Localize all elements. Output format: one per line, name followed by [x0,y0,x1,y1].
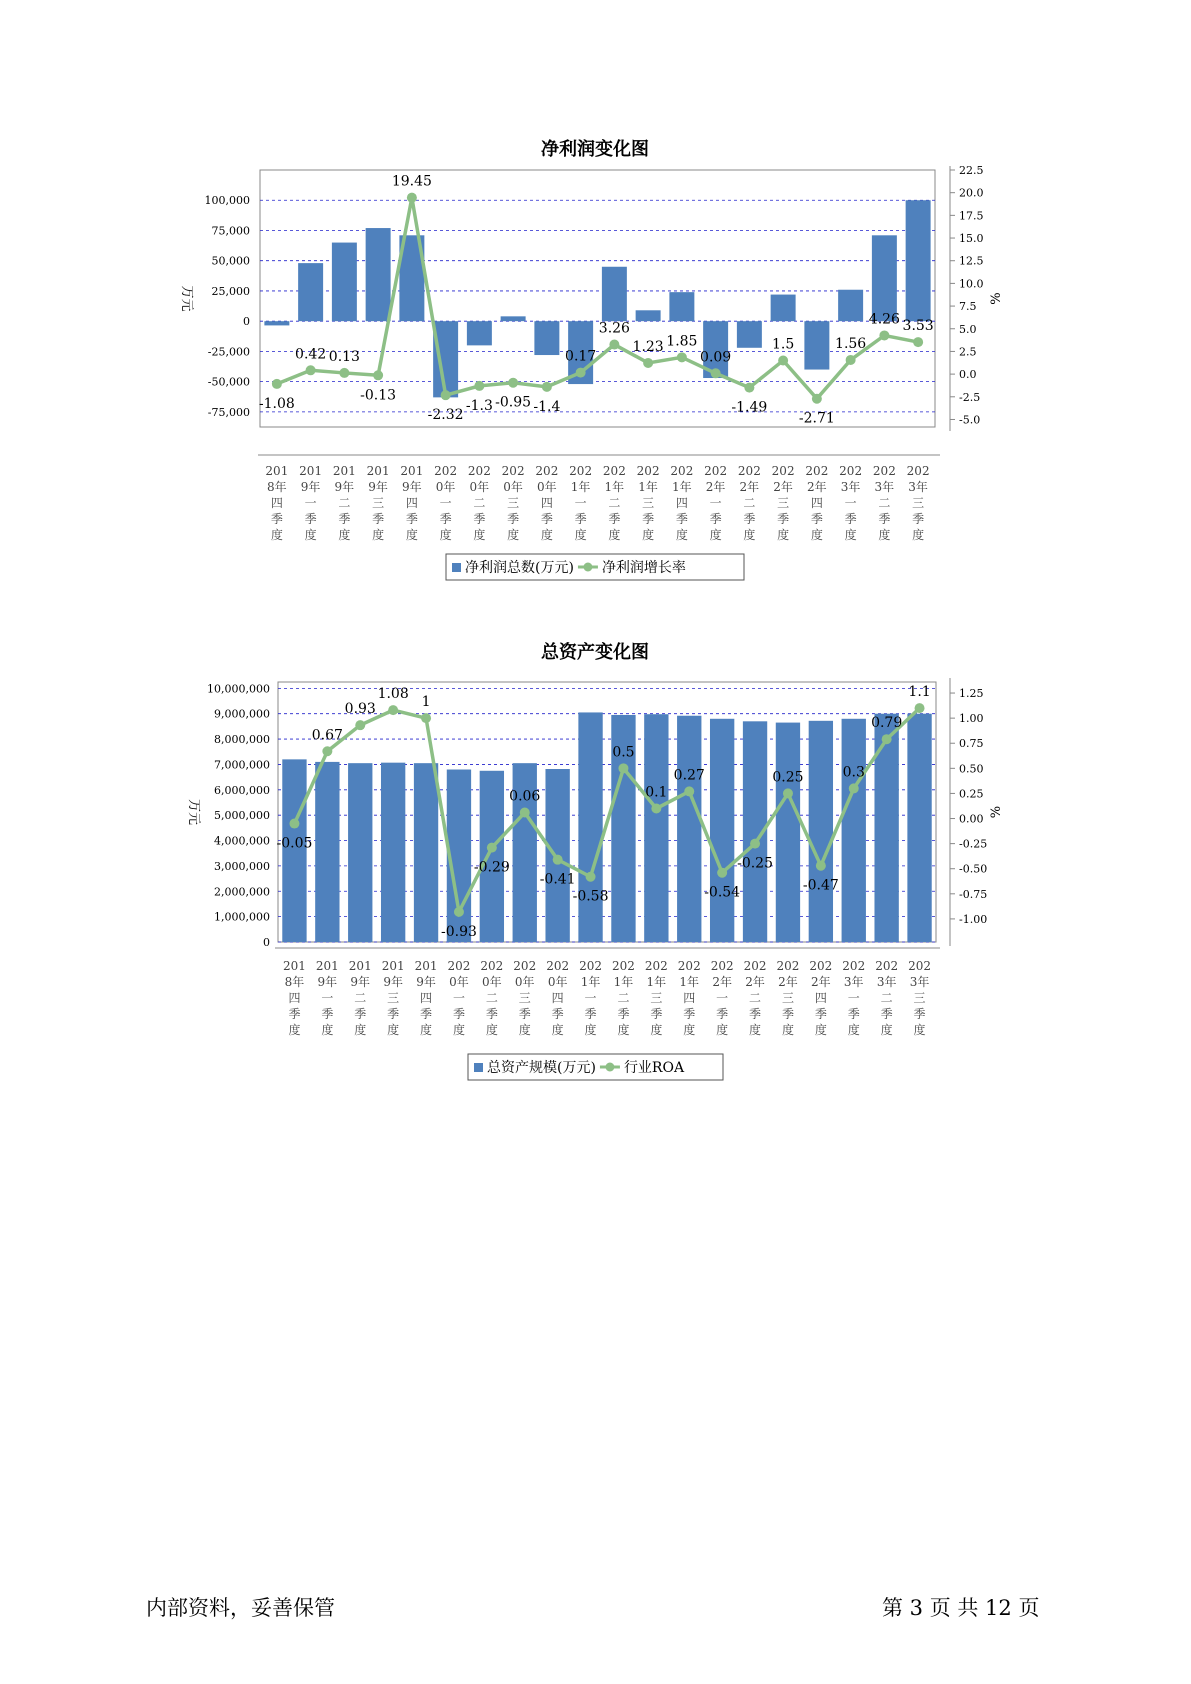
bar [737,321,762,348]
y-tick-label: -50,000 [207,375,250,389]
line-point [355,720,365,730]
data-label: -0.41 [539,871,576,888]
x-tick-label: 202 2年一季度 [704,464,728,542]
y-tick-label: 7,000,000 [214,758,270,772]
y2-tick-label: 0.75 [959,737,984,751]
data-label: -2.71 [798,410,835,427]
bar [842,719,866,942]
line-point [339,368,349,378]
x-tick-label: 202 3年三季度 [908,959,932,1037]
y2-axis-label: % [989,805,1004,819]
line-point [677,352,687,362]
y-tick-label: 2,000,000 [214,885,270,899]
y2-tick-label: 0.00 [959,812,984,826]
x-tick-label: 201 9年四季度 [400,464,424,542]
bar [501,316,526,321]
x-tick-label: 202 1年三季度 [636,464,660,542]
bar [264,321,289,325]
data-label: 0.09 [700,349,732,366]
line-point [272,379,282,389]
y2-tick-label: 1.25 [959,687,984,701]
chart-title: 净利润变化图 [541,139,649,160]
y2-tick-label: 0.50 [959,762,984,776]
data-label: 0.25 [772,769,804,786]
bar [804,321,829,369]
x-tick-label: 202 1年一季度 [579,959,603,1037]
x-tick-label: 201 9年一季度 [315,959,339,1037]
x-tick-label: 202 1年三季度 [644,959,668,1037]
line-point [487,843,497,853]
x-tick-label: 202 2年三季度 [771,464,795,542]
y2-axis-label: % [989,292,1004,305]
data-label: 1.23 [632,338,664,355]
data-label: 3.53 [902,318,934,335]
y-tick-label: 3,000,000 [214,859,270,873]
y2-tick-label: -2.5 [959,390,981,404]
x-tick-label: 202 1年二季度 [611,959,635,1037]
chart-title: 总资产变化图 [541,642,649,663]
legend-bar-label: 净利润总数(万元) [465,560,574,576]
x-tick-label: 201 9年二季度 [332,464,356,542]
data-label: -0.13 [360,387,397,404]
line-point [711,368,721,378]
line-point [651,803,661,813]
line-point [520,808,530,818]
data-label: -0.29 [473,859,510,876]
x-tick-label: 201 9年一季度 [299,464,323,542]
x-tick-label: 202 2年四季度 [805,464,829,542]
x-tick-label: 202 0年三季度 [501,464,525,542]
x-tick-label: 201 9年三季度 [381,959,405,1037]
data-label: 0.3 [842,764,865,781]
data-label: -1.08 [258,395,295,412]
data-label: 0.67 [311,727,343,744]
bar [381,763,405,942]
bar [467,321,492,345]
footer-page-number: 第 3 页 共 12 页 [882,1596,1040,1620]
x-tick-label: 201 8年四季度 [282,959,306,1037]
y2-tick-label: 5.0 [959,322,977,336]
x-tick-label: 201 9年三季度 [366,464,390,542]
bar [602,267,627,321]
line-point [778,356,788,366]
x-tick-label: 202 3年三季度 [906,464,930,542]
data-label: -1.49 [731,399,768,416]
net-profit-chart [0,130,1191,600]
line-point [441,390,451,400]
bar [534,321,559,355]
line-point [783,788,793,798]
line-point [388,705,398,715]
x-tick-label: 202 1年二季度 [602,464,626,542]
y2-tick-label: 1.00 [959,712,984,726]
y2-tick-label: -0.25 [959,837,988,851]
line-point [915,703,925,713]
data-label: 1.08 [377,686,409,703]
x-tick-label: 202 3年一季度 [839,464,863,542]
x-tick-label: 202 1年一季度 [569,464,593,542]
data-label: -1.4 [533,398,561,415]
x-tick-label: 201 8年四季度 [265,464,289,542]
data-label: 3.26 [598,320,630,337]
x-tick-label: 202 0年一季度 [434,464,458,542]
y-tick-label: 6,000,000 [214,783,270,797]
x-tick-label: 202 2年三季度 [776,959,800,1037]
line-point [289,819,299,829]
line-point [421,713,431,723]
y-tick-label: 1,000,000 [214,910,270,924]
bar [874,714,898,942]
line-point [643,358,653,368]
line-point [373,370,383,380]
x-tick-label: 202 2年二季度 [737,464,761,542]
bar [710,719,734,942]
data-label: 0.42 [295,346,327,363]
y-tick-label: 4,000,000 [214,834,270,848]
y2-tick-label: 22.5 [959,164,984,177]
bar [644,714,668,942]
line-point [717,868,727,878]
x-tick-label: 202 0年二季度 [467,464,491,542]
y-tick-label: 9,000,000 [214,707,270,721]
line-point [879,330,889,340]
data-label: 0.79 [871,715,903,732]
x-tick-label: 202 1年四季度 [677,959,701,1037]
y-tick-label: 8,000,000 [214,733,270,747]
data-label: 0.5 [612,744,635,761]
x-tick-label: 202 0年三季度 [513,959,537,1037]
legend-line-marker [583,563,592,572]
y-axis-label: 万元 [186,798,201,826]
chart-svg [0,640,1191,1110]
bar [332,243,357,322]
x-tick-label: 202 2年二季度 [743,959,767,1037]
data-label: 1.1 [908,684,931,701]
bar [906,200,931,321]
line-point [913,337,923,347]
data-label: 0.17 [565,348,597,365]
y2-tick-label: -1.00 [959,912,988,926]
line-point [750,839,760,849]
data-label: 1.85 [666,333,698,350]
y2-tick-label: -5.0 [959,413,981,427]
total-assets-chart [0,640,1191,1110]
y2-tick-label: 12.5 [959,254,984,268]
bar [298,263,323,321]
line-point [454,907,464,917]
y2-tick-label: 7.5 [959,300,977,314]
data-label: -0.93 [440,923,477,940]
x-tick-label: 201 9年二季度 [348,959,372,1037]
line-point [576,368,586,378]
legend-line-label: 净利润增长率 [601,560,686,576]
line-point [882,734,892,744]
data-label: 1.5 [771,336,795,353]
data-label: -0.58 [572,888,609,905]
data-label: 0.06 [509,788,541,805]
data-label: 0.13 [328,348,360,365]
data-label: -0.95 [495,394,532,411]
bar [809,721,833,942]
y2-tick-label: -0.75 [959,887,988,901]
line-point [407,193,417,203]
data-label: 1.56 [835,335,867,352]
data-label: -0.25 [737,855,774,872]
line-point [849,783,859,793]
bar [480,771,504,942]
y-tick-label: -25,000 [207,345,250,359]
y2-tick-label: 17.5 [959,209,984,223]
x-tick-label: 202 0年四季度 [546,959,570,1037]
data-label: 0.93 [344,701,376,718]
line-point [816,861,826,871]
data-label: 4.26 [868,311,900,328]
line-point [542,382,552,392]
data-label: -0.54 [704,884,741,901]
x-tick-label: 202 0年四季度 [535,464,559,542]
y-tick-label: 0 [243,315,250,329]
x-tick-label: 202 3年一季度 [842,959,866,1037]
data-label: -0.05 [276,835,313,852]
legend-bar-swatch [452,563,461,572]
y2-tick-label: 10.0 [959,277,984,291]
bar [771,295,796,322]
chart-svg [0,130,1191,600]
legend-line-marker [605,1063,614,1072]
data-label: -1.3 [465,397,493,414]
x-tick-label: 202 3年二季度 [872,464,896,542]
data-label: 19.45 [391,173,432,190]
y-tick-label: 100,000 [204,194,250,208]
bar [677,716,701,942]
y2-tick-label: -0.50 [959,862,988,876]
legend-line-label: 行业ROA [623,1060,685,1076]
line-point [618,763,628,773]
line-point [474,381,484,391]
bar [907,714,931,942]
x-tick-label: 202 0年二季度 [480,959,504,1037]
line-point [684,786,694,796]
data-label: -0.47 [802,877,839,894]
y-tick-label: 5,000,000 [214,809,270,823]
bar [366,228,391,321]
data-label: 1 [421,694,431,711]
y2-tick-label: 15.0 [959,232,984,246]
line-point [609,340,619,350]
line-point [744,383,754,393]
line-point [586,872,596,882]
line-point [508,378,518,388]
bar [669,292,694,321]
x-tick-label: 202 1年四季度 [670,464,694,542]
bar [414,763,438,942]
x-tick-label: 202 0年一季度 [447,959,471,1037]
y-tick-label: 75,000 [211,224,250,238]
line-point [812,394,822,404]
bar [348,763,372,942]
x-tick-label: 202 2年一季度 [710,959,734,1037]
legend-bar-label: 总资产规模(万元) [487,1060,596,1076]
bar [872,235,897,321]
y2-tick-label: 0.25 [959,787,984,801]
line-point [306,365,316,375]
line-point [846,355,856,365]
y-axis-label: 万元 [179,285,194,312]
y2-tick-label: 2.5 [959,345,977,359]
data-label: -2.32 [427,407,464,424]
bar [578,712,602,942]
bar [315,762,339,942]
y-tick-label: 25,000 [211,284,250,298]
y2-tick-label: 20.0 [959,186,984,200]
x-tick-label: 201 9年四季度 [414,959,438,1037]
y-tick-label: 50,000 [211,254,250,268]
bar [636,310,661,321]
legend-bar-swatch [474,1063,483,1072]
y2-tick-label: 0.0 [959,368,977,382]
y-tick-label: 0 [263,936,270,949]
bar [838,290,863,321]
bar [776,723,800,942]
line-point [322,746,332,756]
y-tick-label: 10,000,000 [207,682,270,696]
x-tick-label: 202 2年四季度 [809,959,833,1037]
footer-confidential-note: 内部资料，妥善保管 [146,1596,335,1620]
x-tick-label: 202 3年二季度 [875,959,899,1037]
data-label: 0.1 [645,784,668,801]
y-tick-label: -75,000 [207,405,250,419]
line-point [553,855,563,865]
data-label: 0.27 [673,767,705,784]
